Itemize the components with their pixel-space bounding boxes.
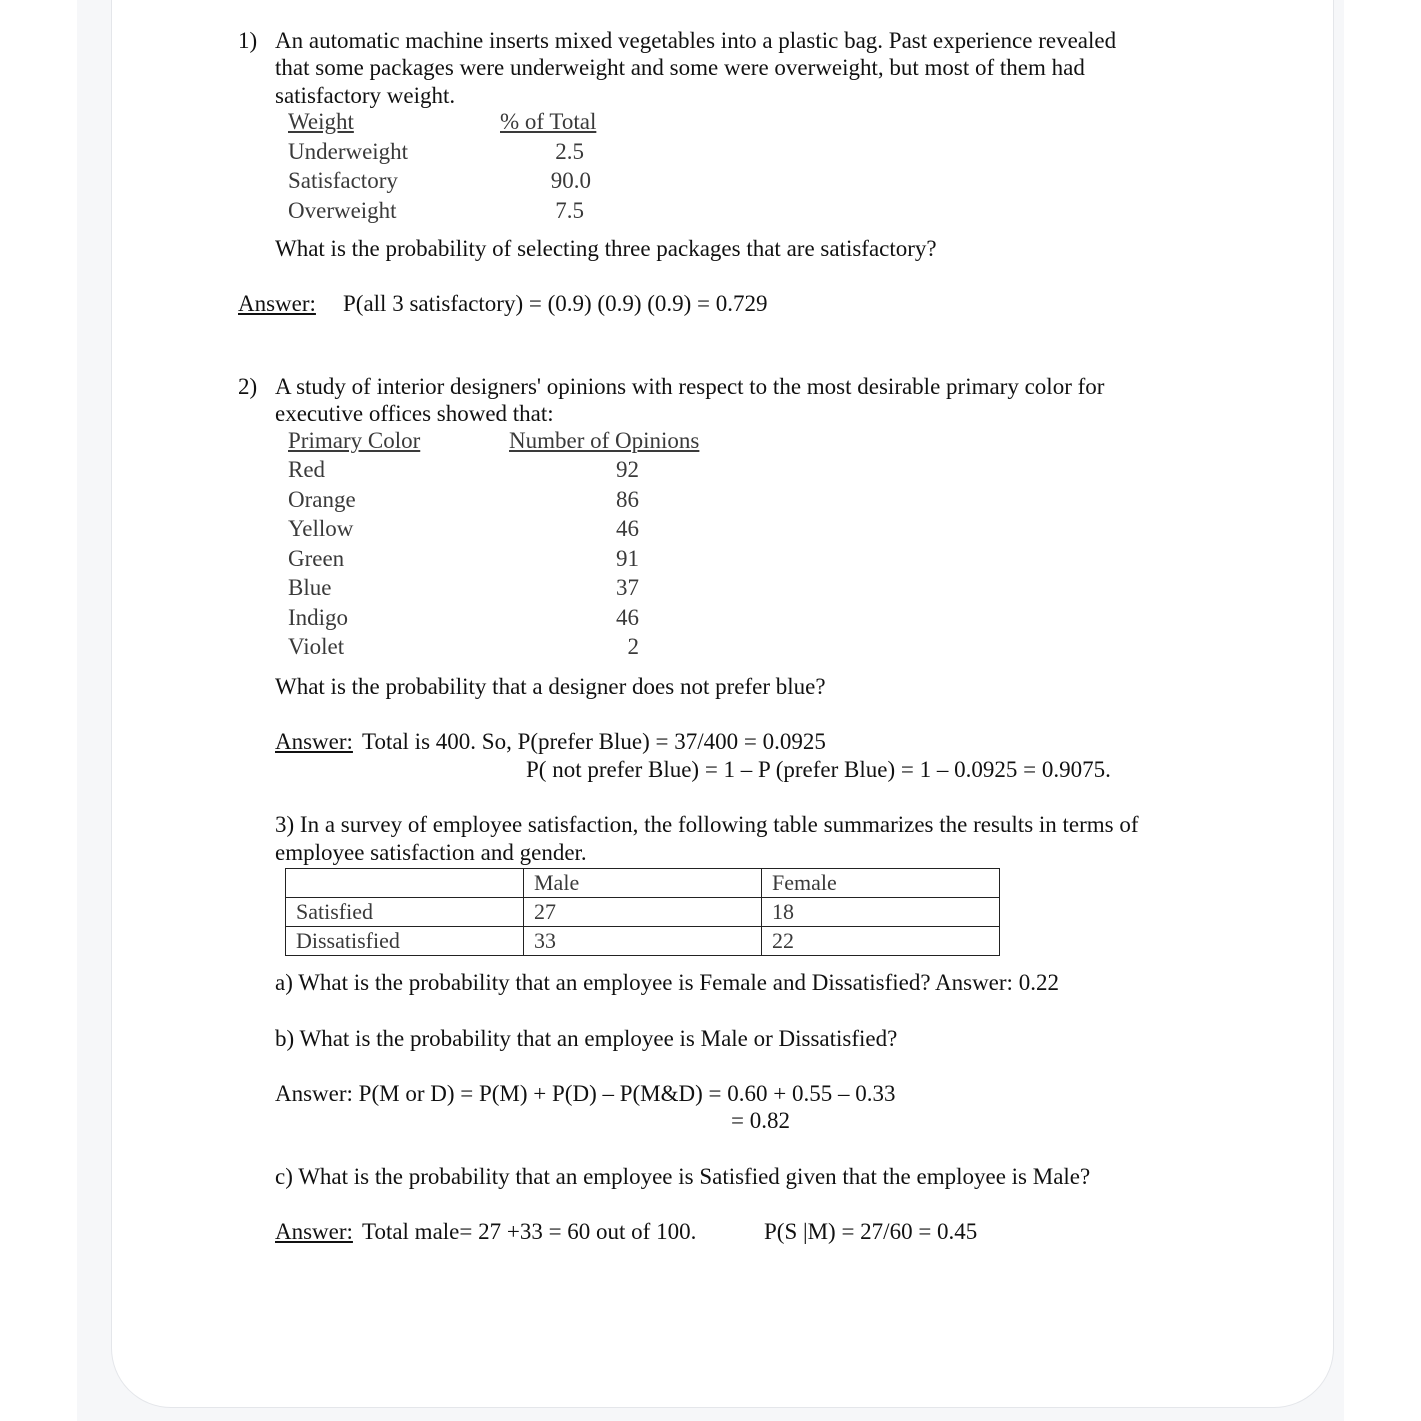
q2-table-row-label: Red bbox=[288, 457, 326, 482]
q1-table-row-label: Underweight bbox=[288, 139, 409, 164]
table-row bbox=[286, 898, 1000, 927]
q2-table-row-value: 92 bbox=[616, 457, 639, 482]
q2-line-2: executive offices showed that: bbox=[275, 401, 554, 426]
q1-line-2: that some packages were underweight and some were overweight, but most of them had bbox=[275, 55, 1085, 80]
table-cell-empty bbox=[286, 869, 524, 898]
q1-table-row-value: 7.5 bbox=[555, 198, 584, 223]
table-cell: 18 bbox=[762, 898, 1000, 927]
table-header-female: Female bbox=[762, 869, 1000, 898]
q1-answer-text: P(all 3 satisfactory) = (0.9) (0.9) (0.9) = 0.729 bbox=[343, 291, 768, 316]
q2-table-row-value: 2 bbox=[627, 634, 639, 659]
table-row-label: Satisfied bbox=[286, 898, 524, 927]
q2-table-row-label: Green bbox=[288, 546, 345, 571]
q2-table-row-value: 37 bbox=[616, 575, 639, 600]
q2-table-row-label: Yellow bbox=[288, 516, 354, 541]
table-row bbox=[286, 869, 1000, 898]
q2-answer-line-2: P( not prefer Blue) = 1 – P (prefer Blue) = 1 – 0.0925 = 0.9075. bbox=[526, 757, 1111, 782]
q1-question: What is the probability of selecting three packages that are satisfactory? bbox=[275, 236, 937, 261]
q3-part-c-answer-label: Answer: bbox=[275, 1219, 353, 1244]
q2-table-row-value: 91 bbox=[616, 546, 639, 571]
q1-line-1: An automatic machine inserts mixed vegetables into a plastic bag. Past experience revealed bbox=[275, 28, 1117, 53]
table-cell: 33 bbox=[524, 927, 762, 956]
q1-line-3: satisfactory weight. bbox=[275, 83, 456, 108]
q3-part-b: b) What is the probability that an employee is Male or Dissatisfied? bbox=[275, 1026, 898, 1051]
q1-table-header-weight: Weight bbox=[288, 109, 354, 134]
q2-table-row-label: Blue bbox=[288, 575, 332, 600]
q2-table-header-color: Primary Color bbox=[288, 428, 421, 453]
q2-table-row-label: Violet bbox=[288, 634, 345, 659]
q3-part-b-answer-2: = 0.82 bbox=[731, 1108, 790, 1133]
table-cell: 27 bbox=[524, 898, 762, 927]
q2-table-row-value: 46 bbox=[616, 605, 639, 630]
satisfaction-table bbox=[285, 868, 1000, 956]
q2-answer-line-1: Total is 400. So, P(prefer Blue) = 37/400 = 0.0925 bbox=[362, 729, 826, 754]
q1-table-header-percent: % of Total bbox=[500, 109, 597, 134]
q2-table-row-value: 86 bbox=[616, 487, 639, 512]
q1-answer-label: Answer: bbox=[238, 291, 316, 316]
q2-table-row-label: Indigo bbox=[288, 605, 349, 630]
q3-line-2: employee satisfaction and gender. bbox=[275, 840, 587, 865]
q3-part-c-answer-result: P(S |M) = 27/60 = 0.45 bbox=[764, 1219, 978, 1244]
q1-table-row-value: 2.5 bbox=[555, 139, 584, 164]
q3-line-1: 3) In a survey of employee satisfaction, the following table summarizes the results in terms of bbox=[275, 812, 1139, 837]
q2-table-header-opinions: Number of Opinions bbox=[509, 428, 700, 453]
q1-number: 1) bbox=[238, 28, 258, 53]
q3-part-b-answer-1: Answer: P(M or D) = P(M) + P(D) – P(M&D) = 0.60 + 0.55 – 0.33 bbox=[275, 1081, 896, 1106]
q3-part-c-answer-text: Total male= 27 +33 = 60 out of 100. bbox=[362, 1219, 697, 1244]
q2-table-row-value: 46 bbox=[616, 516, 639, 541]
q1-table-row-label: Overweight bbox=[288, 198, 397, 223]
q2-answer-label: Answer: bbox=[275, 729, 353, 754]
table-row-label: Dissatisfied bbox=[286, 927, 524, 956]
q1-table-row-value: 90.0 bbox=[550, 168, 591, 193]
q3-part-a: a) What is the probability that an employee is Female and Dissatisfied? Answer: 0.22 bbox=[275, 970, 1059, 995]
table-cell: 22 bbox=[762, 927, 1000, 956]
q2-line-1: A study of interior designers' opinions with respect to the most desirable primary color for bbox=[275, 374, 1105, 399]
q2-number: 2) bbox=[238, 374, 258, 399]
table-row bbox=[286, 927, 1000, 956]
q3-part-c: c) What is the probability that an employee is Satisfied given that the employee is Male? bbox=[275, 1164, 1091, 1189]
table-header-male: Male bbox=[524, 869, 762, 898]
q2-table-row-label: Orange bbox=[288, 487, 356, 512]
q1-table-row-label: Satisfactory bbox=[288, 168, 398, 193]
q2-question: What is the probability that a designer does not prefer blue? bbox=[275, 674, 826, 699]
